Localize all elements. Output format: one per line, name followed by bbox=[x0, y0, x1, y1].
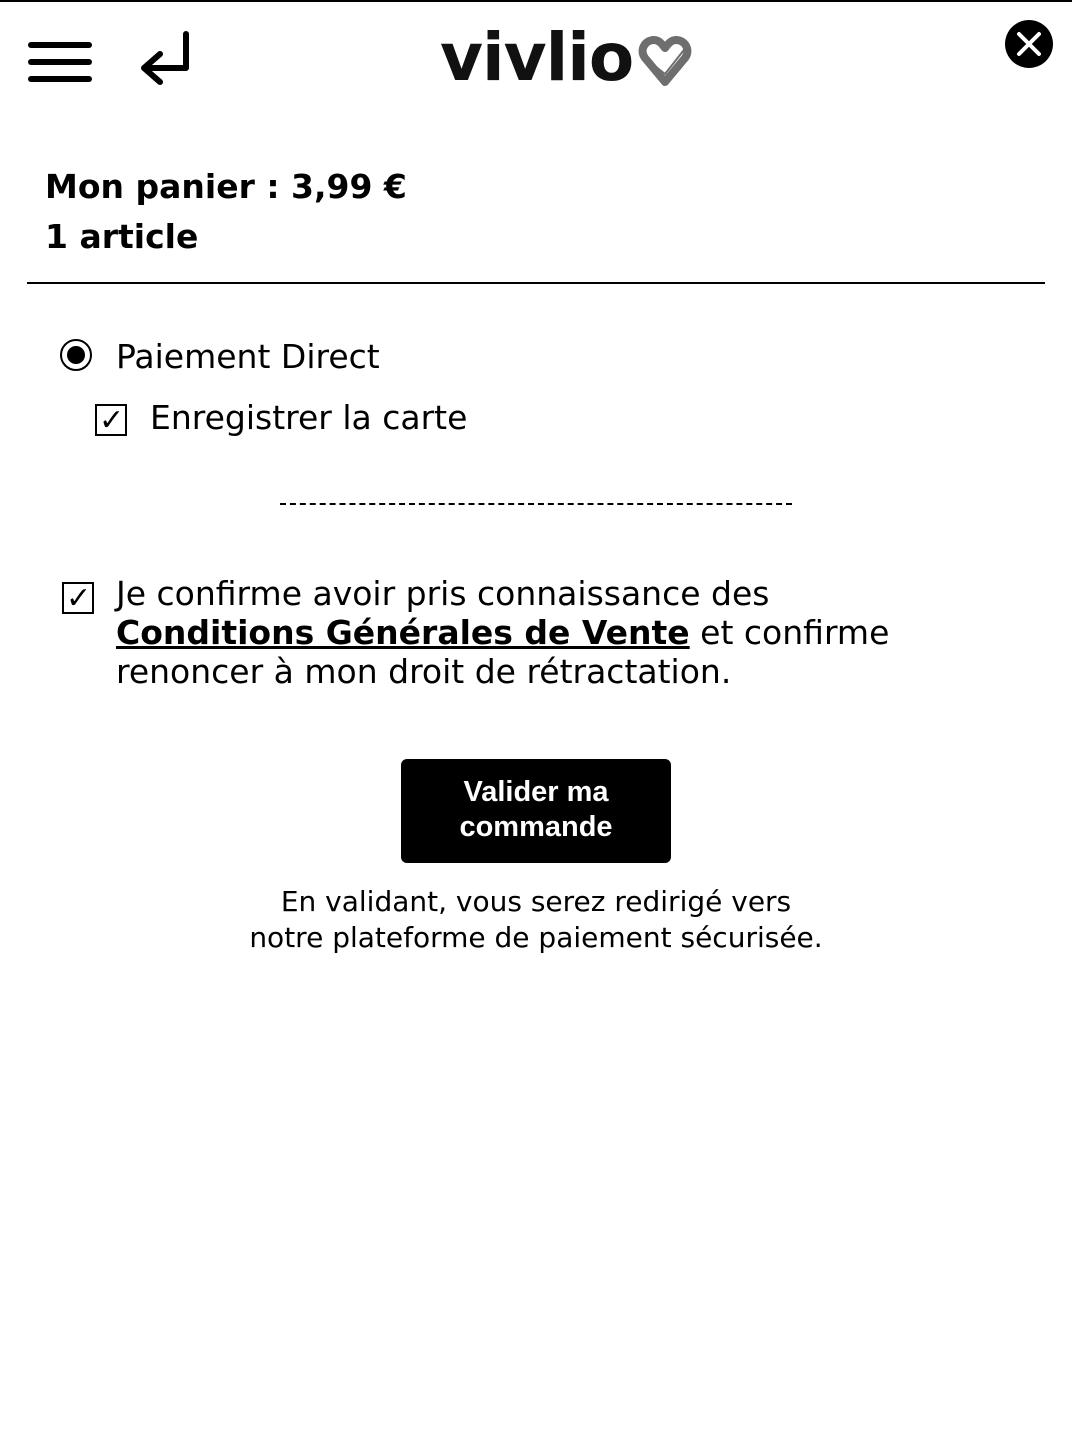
close-button[interactable] bbox=[1004, 19, 1054, 69]
save-card-label[interactable]: Enregistrer la carte bbox=[150, 398, 468, 437]
payment-direct-radio[interactable] bbox=[60, 339, 92, 371]
close-circle-icon bbox=[1004, 19, 1054, 69]
menu-button[interactable] bbox=[28, 38, 94, 86]
terms-suffix: et confirme renoncer à mon droit de rétractation. bbox=[116, 613, 890, 691]
logo-text: vivlio bbox=[440, 19, 634, 96]
hamburger-menu-icon-bar bbox=[28, 76, 92, 82]
terms-prefix: Je confirme avoir pris connaissance des bbox=[116, 574, 770, 613]
payment-direct-label[interactable]: Paiement Direct bbox=[116, 337, 380, 376]
submit-order-button[interactable]: Valider ma commande bbox=[401, 759, 671, 863]
terms-checkbox[interactable] bbox=[62, 582, 94, 614]
return-arrow-icon bbox=[136, 30, 198, 94]
section-divider bbox=[27, 282, 1045, 284]
dashed-separator bbox=[280, 503, 792, 505]
vivlio-logo bbox=[440, 19, 693, 96]
cgv-link[interactable]: Conditions Générales de Vente bbox=[116, 613, 690, 652]
check-icon: ✓ bbox=[99, 403, 125, 438]
cart-item-count: 1 article bbox=[45, 217, 199, 256]
save-card-checkbox[interactable] bbox=[95, 404, 127, 436]
radio-selected-dot bbox=[67, 346, 85, 364]
heart-check-icon bbox=[637, 36, 693, 88]
cart-total: Mon panier : 3,99 € bbox=[45, 167, 407, 206]
check-icon: ✓ bbox=[66, 581, 92, 616]
redirect-note-line2: notre plateforme de paiement sécurisée. bbox=[249, 921, 823, 954]
top-border bbox=[0, 0, 1072, 2]
redirect-note-line1: En validant, vous serez redirigé vers bbox=[280, 885, 792, 918]
redirect-note bbox=[186, 884, 886, 956]
back-button[interactable] bbox=[136, 30, 198, 94]
terms-text bbox=[116, 574, 1016, 691]
hamburger-menu-icon-bar bbox=[28, 59, 92, 65]
hamburger-menu-icon bbox=[28, 42, 92, 48]
